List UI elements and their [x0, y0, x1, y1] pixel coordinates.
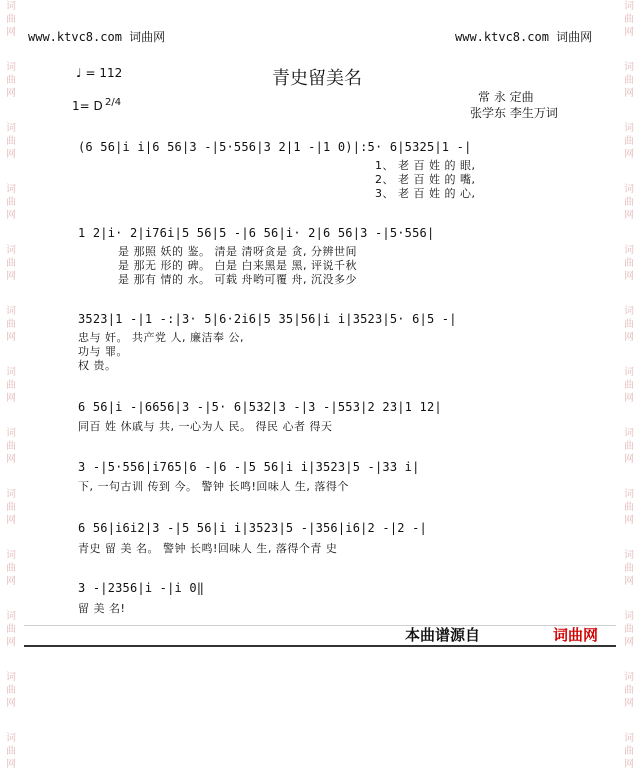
watermark-char: 词 [6, 550, 16, 561]
watermark-char: 词 [624, 611, 634, 622]
watermark-char: 网 [6, 88, 16, 99]
watermark-char: 曲 [6, 746, 16, 757]
watermark-char: 网 [6, 393, 16, 404]
watermark-char: 网 [6, 210, 16, 221]
lyric-line-4: 同百 姓 休戚与 共, 一心为人 民。 得民 心者 得天 [78, 420, 333, 433]
watermark-char: 曲 [624, 258, 634, 269]
lyric-line-2-verse-2: 是 那无 形的 碑。 白是 白来黑是 黑, 评说千秋 [118, 259, 357, 272]
watermark-char: 词 [624, 489, 634, 500]
watermark-char: 网 [6, 637, 16, 648]
bottom-rule [24, 645, 616, 647]
watermark-char: 曲 [624, 14, 634, 25]
watermark-char: 网 [6, 149, 16, 160]
composer-credit: 常 永 定曲 [478, 90, 534, 104]
site-link-left[interactable]: www.ktvc8.com 词曲网 [28, 30, 166, 44]
watermark-char: 曲 [6, 14, 16, 25]
watermark-char: 词 [6, 306, 16, 317]
song-title: 青史留美名 [272, 68, 362, 89]
watermark-char: 词 [6, 428, 16, 439]
watermark-char: 词 [624, 245, 634, 256]
watermark-char: 曲 [624, 685, 634, 696]
watermark-char: 网 [624, 698, 634, 709]
watermark-char: 网 [6, 271, 16, 282]
watermark-char: 曲 [6, 624, 16, 635]
watermark-char: 曲 [6, 319, 16, 330]
watermark-right [620, 0, 638, 770]
watermark-char: 词 [624, 184, 634, 195]
watermark-char: 曲 [624, 319, 634, 330]
watermark-char: 网 [624, 515, 634, 526]
watermark-char: 词 [624, 672, 634, 683]
lyric-line-1-verse-3: 3、 老 百 姓 的 心, [375, 187, 476, 200]
lyric-line-3-verse-1: 忠与 奸。 共产党 人, 廉洁奉 公, [78, 331, 244, 344]
watermark-char: 网 [624, 149, 634, 160]
watermark-char: 词 [624, 62, 634, 73]
score-line-5: 3 -|5·556|i765|6 -|6 -|5 56|i i|3523|5 -|33 i| [78, 460, 420, 474]
watermark-char: 网 [6, 576, 16, 587]
watermark-char: 曲 [624, 746, 634, 757]
lyric-line-3-verse-3: 权 贵。 [78, 359, 117, 372]
watermark-char: 曲 [624, 136, 634, 147]
score-line-2: 1 2|i· 2|i76i|5 56|5 -|6 56|i· 2|6 56|3 -|5·556| [78, 226, 435, 240]
watermark-char: 曲 [624, 197, 634, 208]
watermark-char: 词 [624, 550, 634, 561]
watermark-char: 网 [624, 454, 634, 465]
watermark-char: 词 [6, 245, 16, 256]
watermark-char: 曲 [6, 197, 16, 208]
watermark-char: 网 [624, 210, 634, 221]
watermark-char: 词 [624, 123, 634, 134]
watermark-char: 网 [624, 271, 634, 282]
watermark-char: 网 [6, 332, 16, 343]
watermark-char: 网 [624, 393, 634, 404]
watermark-char: 网 [6, 454, 16, 465]
watermark-char: 词 [624, 733, 634, 744]
watermark-char: 网 [624, 27, 634, 38]
time-signature: 2/4 [105, 97, 122, 108]
lyric-line-7: 留 美 名! [78, 602, 126, 615]
watermark-char: 曲 [624, 563, 634, 574]
watermark-char: 词 [6, 672, 16, 683]
source-label: 本曲谱源自 [405, 626, 481, 644]
lyric-line-2-verse-1: 是 那照 妖的 鉴。 清是 清呀贪是 贪, 分辨世间 [118, 245, 357, 258]
watermark-char: 词 [6, 62, 16, 73]
lyric-line-5: 下, 一句古训 传到 今。 警钟 长鸣!回味人 生, 落得个 [78, 480, 349, 493]
tempo-marking: ♩ = 112 [76, 66, 123, 80]
lyric-line-6: 青史 留 美 名。 警钟 长鸣!回味人 生, 落得个青 史 [78, 542, 338, 555]
watermark-char: 曲 [6, 685, 16, 696]
watermark-char: 词 [624, 1, 634, 12]
lyric-line-1-verse-2: 2、 老 百 姓 的 嘴, [375, 173, 476, 186]
watermark-char: 网 [624, 637, 634, 648]
watermark-char: 词 [6, 489, 16, 500]
watermark-char: 词 [6, 184, 16, 195]
lyric-line-1-verse-1: 1、 老 百 姓 的 眼, [375, 159, 476, 172]
watermark-char: 词 [6, 733, 16, 744]
watermark-char: 曲 [6, 563, 16, 574]
watermark-char: 词 [624, 367, 634, 378]
score-line-4: 6 56|i -|6656|3 -|5· 6|532|3 -|3 -|553|2 23|1 12| [78, 400, 442, 414]
watermark-char: 曲 [624, 441, 634, 452]
watermark-char: 网 [6, 698, 16, 709]
watermark-char: 曲 [6, 380, 16, 391]
lyricist-credit: 张学东 李生万词 [470, 106, 558, 120]
watermark-char: 曲 [6, 75, 16, 86]
key-signature: 1= D [72, 99, 103, 113]
watermark-char: 网 [6, 759, 16, 770]
watermark-char: 词 [6, 123, 16, 134]
site-link-right[interactable]: www.ktvc8.com 词曲网 [455, 30, 593, 44]
watermark-char: 曲 [624, 502, 634, 513]
score-line-7: 3 -|2356|i -|i 0‖ [78, 581, 205, 595]
watermark-char: 网 [624, 759, 634, 770]
watermark-char: 曲 [624, 75, 634, 86]
watermark-char: 网 [624, 332, 634, 343]
score-line-6: 6 56|i6i2|3 -|5 56|i i|3523|5 -|356|i6|2 -|2 -| [78, 521, 427, 535]
watermark-char: 词 [6, 1, 16, 12]
watermark-char: 曲 [624, 624, 634, 635]
watermark-char: 词 [624, 306, 634, 317]
watermark-char: 网 [624, 88, 634, 99]
watermark-char: 曲 [6, 502, 16, 513]
watermark-char: 曲 [6, 441, 16, 452]
score-line-1: (6 56|i i|6 56|3 -|5·556|3 2|1 -|1 0)|:5· 6|5325|1 -| [78, 140, 472, 154]
footer-divider [24, 625, 616, 626]
watermark-char: 曲 [6, 136, 16, 147]
watermark-char: 网 [6, 515, 16, 526]
watermark-char: 网 [6, 27, 16, 38]
brand-link[interactable]: 词曲网 [553, 626, 599, 644]
score-line-3: 3523|1 -|1 -:|3· 5|6·2i6|5 35|56|i i|3523|5· 6|5 -| [78, 312, 457, 326]
watermark-left [2, 0, 20, 770]
watermark-char: 曲 [6, 258, 16, 269]
watermark-char: 网 [624, 576, 634, 587]
watermark-char: 词 [6, 367, 16, 378]
lyric-line-3-verse-2: 功与 罪。 [78, 345, 128, 358]
lyric-line-2-verse-3: 是 那有 情的 水。 可载 舟哟可覆 舟, 沉没多少 [118, 273, 357, 286]
watermark-char: 词 [624, 428, 634, 439]
watermark-char: 曲 [624, 380, 634, 391]
watermark-char: 词 [6, 611, 16, 622]
